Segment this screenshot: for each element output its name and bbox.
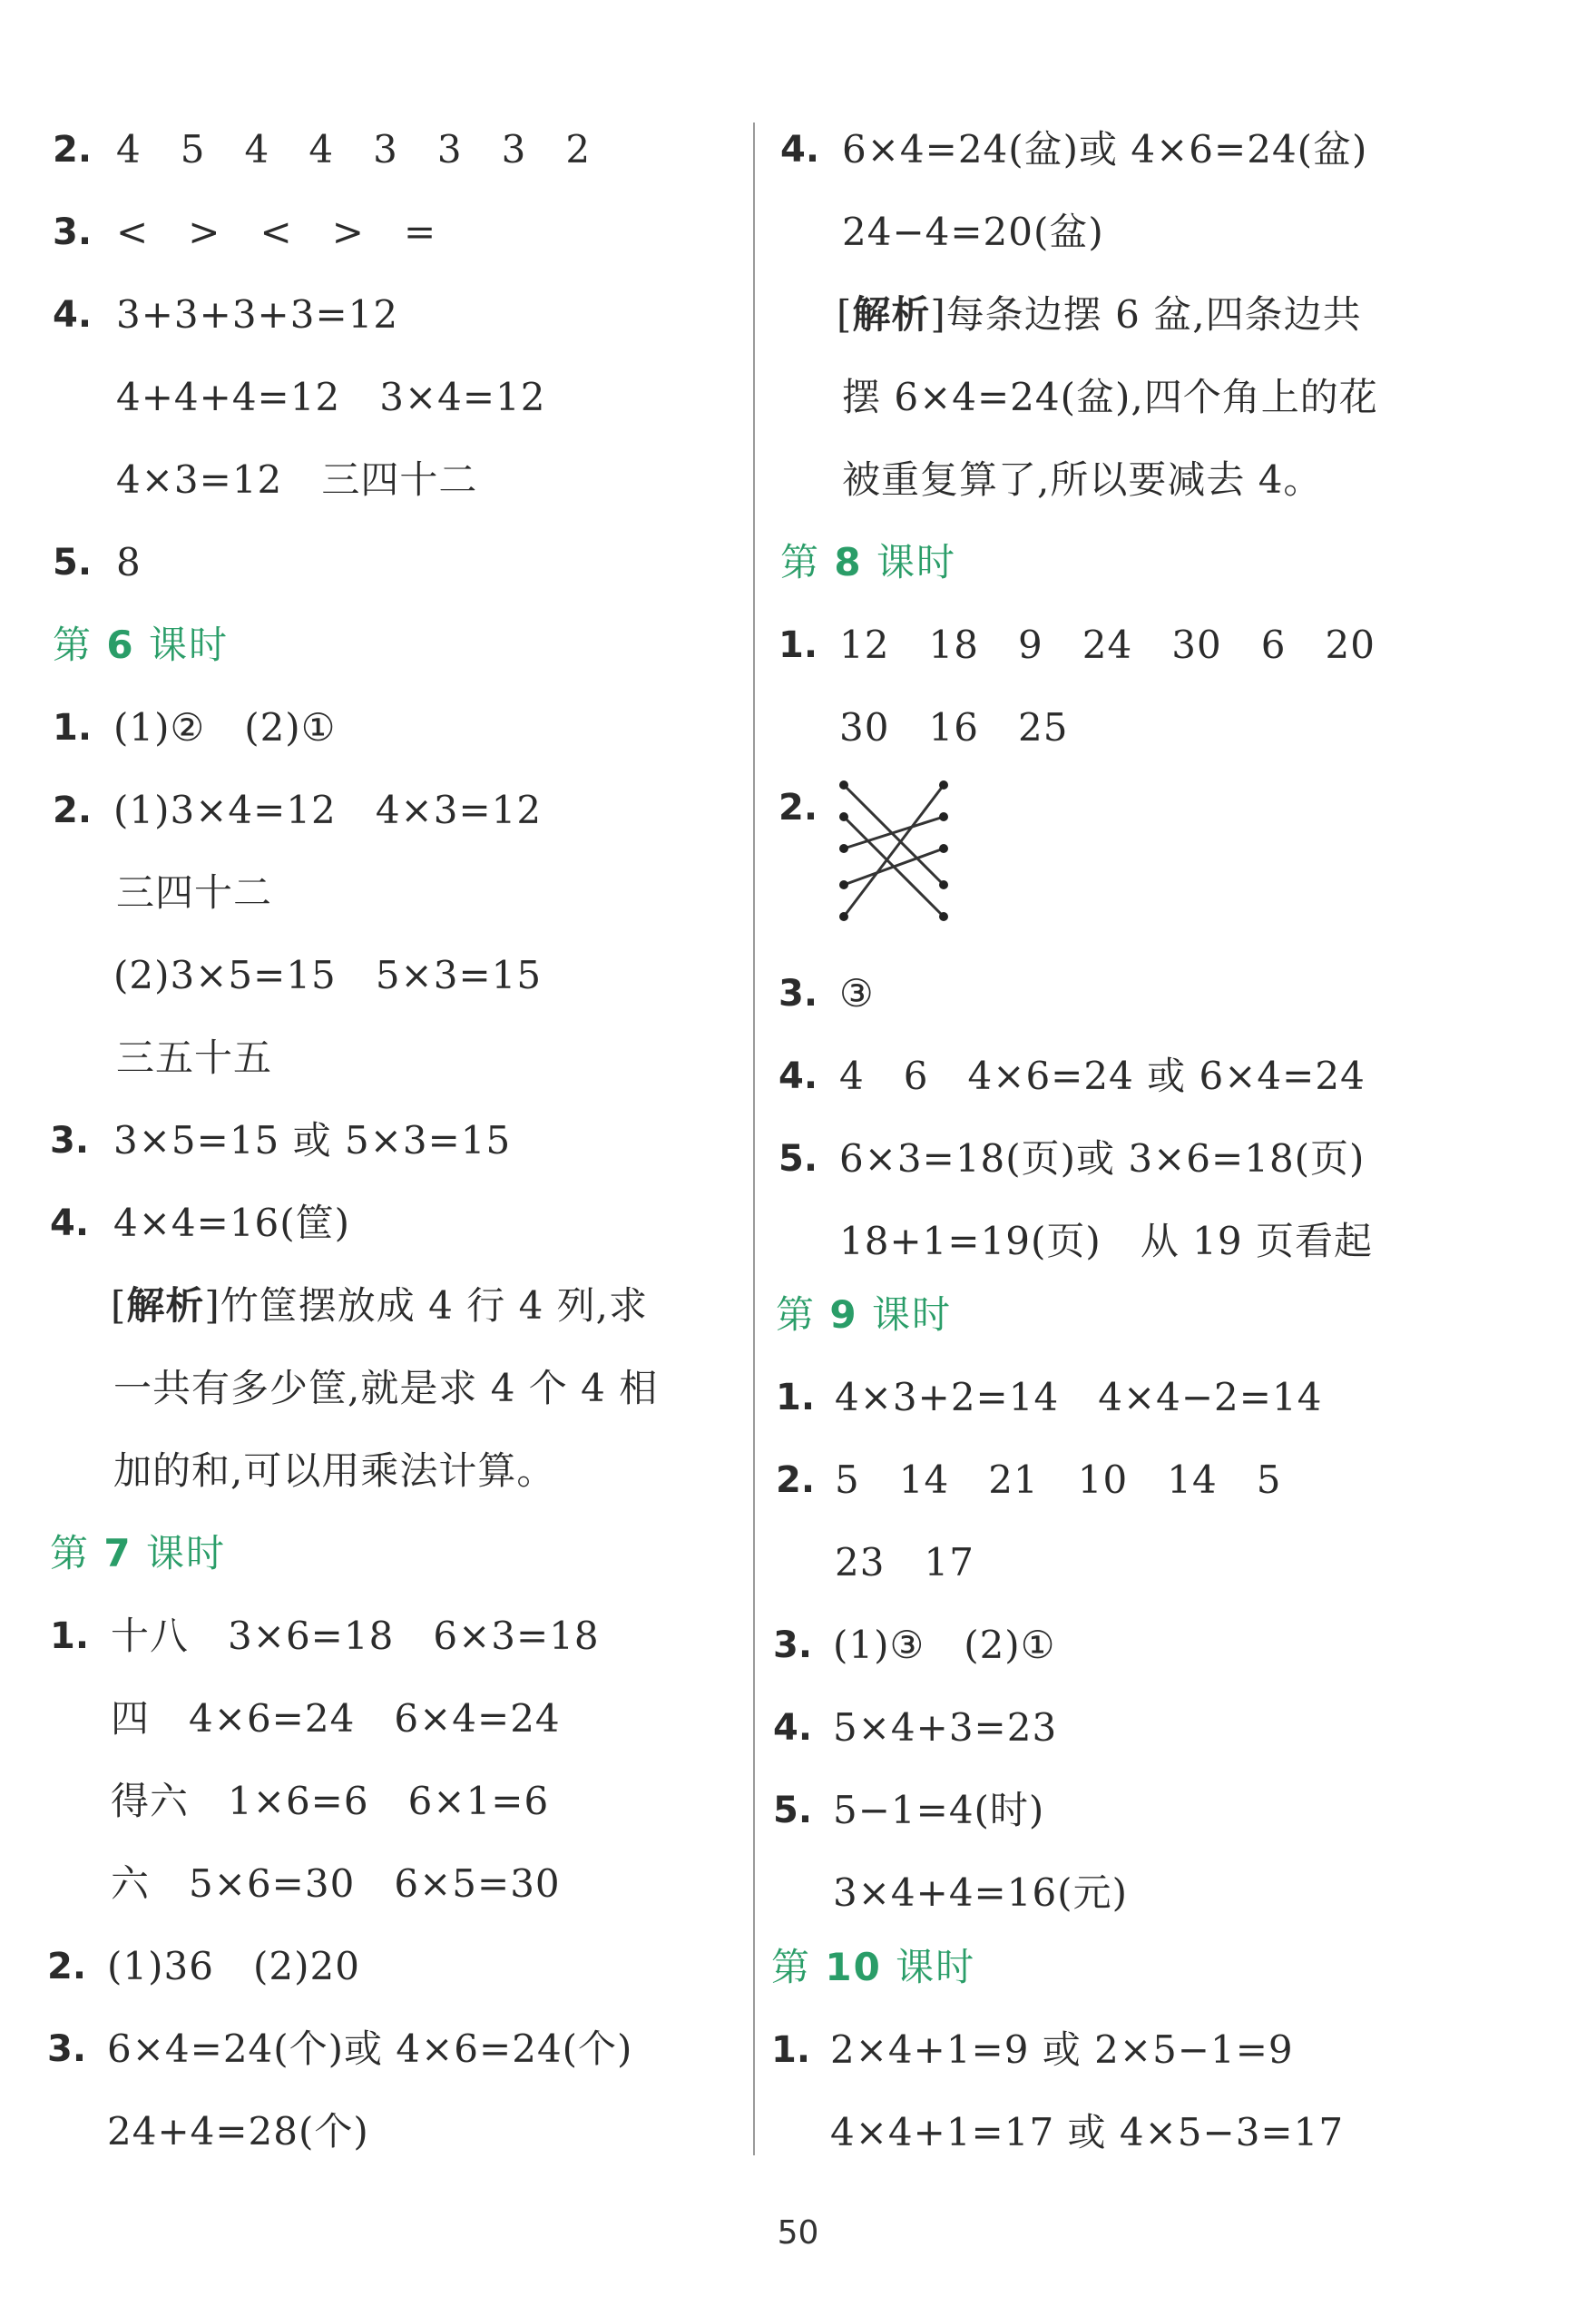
answer-line: 3+3+3+3=12 [116, 292, 399, 337]
question-number: 4. [50, 1202, 90, 1244]
match-dot [939, 812, 948, 821]
answer-line: 十八 3×6=18 6×3=18 [111, 1614, 600, 1658]
question-number: 3. [50, 1120, 90, 1162]
analysis-label: 解析 [852, 292, 931, 337]
question-number: 2. [776, 1459, 816, 1501]
answer-text: < > < > = [116, 210, 437, 254]
lesson-heading-8: 第 8 课时 [780, 540, 956, 584]
question-number: 3. [773, 1624, 813, 1666]
analysis-line: 被重复算了,所以要减去 4。 [842, 457, 1323, 502]
answer-line: 5 14 21 10 14 5 [835, 1457, 1282, 1502]
answer-text: 4 6 4×6=24 或 6×4=24 [839, 1054, 1366, 1098]
match-dot [839, 780, 848, 790]
answer-line: 4+4+4=12 3×4=12 [116, 375, 546, 419]
column-divider [753, 123, 755, 2155]
answer-text: 4×4=16(筐) [113, 1201, 351, 1245]
question-number: 5. [778, 1138, 818, 1180]
question-number: 4. [780, 129, 820, 171]
answer-text: 5×4+3=23 [833, 1705, 1058, 1750]
question-number: 5. [773, 1790, 813, 1831]
matching-lines-diagram [835, 776, 962, 939]
answer-line: 30 16 25 [839, 705, 1069, 750]
answer-line: 六 5×6=30 6×5=30 [111, 1861, 561, 1906]
answer-line: 6×4=24(个)或 4×6=24(个) [107, 2026, 633, 2071]
question-number: 1. [776, 1377, 816, 1418]
answer-line: 6×3=18(页)或 3×6=18(页) [839, 1136, 1366, 1181]
answer-text: 3×5=15 或 5×3=15 [113, 1118, 512, 1163]
lesson-heading-6: 第 6 课时 [53, 623, 229, 667]
answer-text: 4×3+2=14 4×4−2=14 [835, 1375, 1323, 1419]
match-dot [839, 912, 848, 921]
answer-line: 6×4=24(盆)或 4×6=24(盆) [842, 127, 1368, 172]
question-number: 4. [53, 294, 93, 336]
question-number: 2. [778, 787, 818, 829]
analysis-line: 摆 6×4=24(盆),四个角上的花 [842, 375, 1378, 419]
analysis-line: [解析]每条边摆 6 盆,四条边共 [837, 292, 1362, 337]
match-dot [839, 844, 848, 853]
answer-text: 8 [116, 540, 142, 584]
answer-text: (1)② (2)① [113, 705, 337, 750]
match-dot [939, 912, 948, 921]
question-number: 1. [53, 707, 93, 749]
answer-line: (1)3×4=12 4×3=12 [113, 788, 543, 832]
question-number: 1. [771, 2029, 811, 2071]
match-line [844, 785, 944, 917]
answer-line: 四 4×6=24 6×4=24 [111, 1696, 561, 1741]
match-dot [839, 880, 848, 889]
answer-line: 3×4+4=16(元) [833, 1870, 1128, 1915]
lesson-heading-9: 第 9 课时 [776, 1292, 952, 1337]
answer-text: ③ [839, 971, 875, 1016]
lesson-heading-10: 第 10 课时 [771, 1945, 976, 1989]
page-number: 50 [777, 2214, 819, 2252]
analysis-label: 解析 [126, 1283, 205, 1328]
answer-text: (1)36 (2)20 [107, 1944, 360, 1988]
match-dot [839, 812, 848, 821]
match-dot [939, 780, 948, 790]
answer-line: 12 18 9 24 30 6 20 [839, 623, 1376, 667]
answer-line: 得六 1×6=6 6×1=6 [111, 1779, 550, 1823]
match-line [844, 849, 944, 885]
answer-line: 18+1=19(页) 从 19 页看起 [839, 1219, 1373, 1263]
question-number: 2. [53, 790, 93, 831]
analysis-line: [解析]竹筐摆放成 4 行 4 列,求 [111, 1283, 648, 1328]
analysis-line: 一共有多少筐,就是求 4 个 4 相 [113, 1366, 659, 1410]
answer-line: 4×3=12 三四十二 [116, 457, 478, 502]
answer-text: 4 5 4 4 3 3 3 2 [116, 127, 592, 172]
question-number: 3. [778, 973, 818, 1015]
answer-line: (2)3×5=15 5×3=15 [113, 953, 543, 997]
question-number: 5. [53, 542, 93, 584]
question-number: 1. [778, 624, 818, 666]
matching-lines [844, 785, 944, 917]
match-line [844, 785, 944, 885]
answer-line: 2×4+1=9 或 2×5−1=9 [830, 2027, 1294, 2072]
answer-line: 24+4=28(个) [107, 2109, 369, 2154]
answer-line: 4×4+1=17 或 4×5−3=17 [830, 2110, 1345, 2154]
answer-line: 5−1=4(时) [833, 1788, 1045, 1832]
answer-line: 三五十五 [116, 1035, 273, 1080]
question-number: 4. [778, 1055, 818, 1097]
question-number: 2. [47, 1946, 87, 1987]
answer-line: 三四十二 [116, 870, 273, 915]
answer-line: 24−4=20(盆) [842, 210, 1104, 254]
question-number: 3. [53, 211, 93, 253]
match-dot [939, 880, 948, 889]
lesson-heading-7: 第 7 课时 [50, 1531, 226, 1575]
match-dot [939, 844, 948, 853]
question-number: 2. [53, 129, 93, 171]
question-number: 3. [47, 2028, 87, 2070]
analysis-line: 加的和,可以用乘法计算。 [113, 1448, 556, 1493]
question-number: 1. [50, 1615, 90, 1657]
answer-line: 23 17 [835, 1540, 974, 1585]
question-number: 4. [773, 1707, 813, 1749]
answer-text: (1)③ (2)① [833, 1623, 1056, 1667]
